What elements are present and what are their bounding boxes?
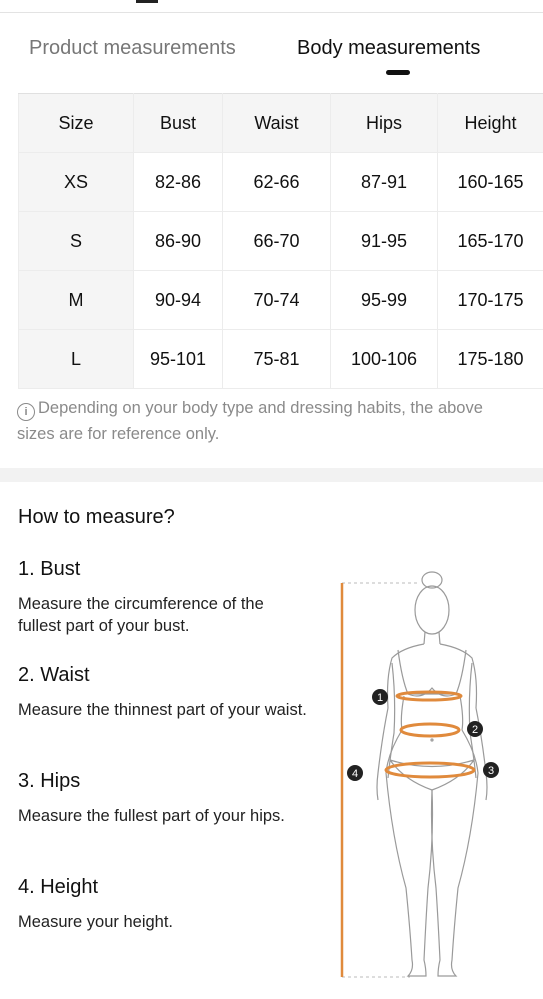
body-measurement-figure [330, 568, 543, 988]
size-label: L [19, 330, 134, 389]
table-cell: 90-94 [134, 271, 223, 330]
table-cell: 82-86 [134, 153, 223, 212]
marker-4-label: 4 [351, 768, 359, 780]
note-text: Depending on your body type and dressing habits, the above sizes are for reference only. [17, 399, 483, 443]
header-hips: Hips [331, 94, 438, 153]
reference-note [17, 395, 517, 447]
header-height: Height [438, 94, 543, 153]
size-label: M [19, 271, 134, 330]
marker-1 [372, 689, 388, 705]
marker-3 [483, 762, 499, 778]
step-height-desc: Measure your height. [18, 913, 174, 931]
table-cell: 66-70 [223, 212, 331, 271]
table-row [19, 330, 543, 389]
table-row [19, 153, 543, 212]
table-cell: 75-81 [223, 330, 331, 389]
header-waist: Waist [223, 94, 331, 153]
header-size: Size [19, 94, 134, 153]
table-cell: 95-99 [331, 271, 438, 330]
sheet-top-edge [0, 0, 543, 13]
waist-band [401, 724, 459, 736]
step-waist-title: 2. Waist [18, 664, 90, 686]
marker-2-label: 2 [471, 724, 479, 736]
measurement-tabs [0, 24, 543, 80]
step-height-title: 4. Height [18, 876, 99, 898]
tab-product-measurements[interactable]: Product measurements [29, 37, 236, 59]
table-cell: 100-106 [331, 330, 438, 389]
info-icon: i [17, 403, 35, 421]
table-cell: 160-165 [438, 153, 543, 212]
tab-body-measurements[interactable]: Body measurements [297, 37, 481, 59]
how-to-measure-title: How to measure? [18, 506, 175, 528]
table-row [19, 212, 543, 271]
step-hips-desc: Measure the fullest part of your hips. [18, 807, 285, 825]
table-cell: 170-175 [438, 271, 543, 330]
table-row [19, 271, 543, 330]
marker-2 [467, 721, 483, 737]
table-cell: 70-74 [223, 271, 331, 330]
size-label: S [19, 212, 134, 271]
table-cell: 175-180 [438, 330, 543, 389]
step-bust-desc: Measure the circumference of the fullest part of your bust. [18, 595, 264, 635]
table-cell: 86-90 [134, 212, 223, 271]
table-header-row [19, 94, 543, 153]
step-bust-title: 1. Bust [18, 558, 81, 580]
drag-handle[interactable] [136, 0, 158, 3]
section-divider [0, 468, 543, 482]
marker-1-label: 1 [376, 692, 384, 704]
size-chart-table [18, 93, 543, 389]
size-label: XS [19, 153, 134, 212]
table-cell: 62-66 [223, 153, 331, 212]
marker-4 [347, 765, 363, 781]
table-cell: 91-95 [331, 212, 438, 271]
step-hips-title: 3. Hips [18, 770, 81, 792]
header-bust: Bust [134, 94, 223, 153]
table-cell: 165-170 [438, 212, 543, 271]
table-cell: 95-101 [134, 330, 223, 389]
table-cell: 87-91 [331, 153, 438, 212]
marker-3-label: 3 [487, 765, 495, 777]
active-tab-indicator [386, 70, 410, 75]
step-waist-desc: Measure the thinnest part of your waist. [18, 701, 307, 719]
